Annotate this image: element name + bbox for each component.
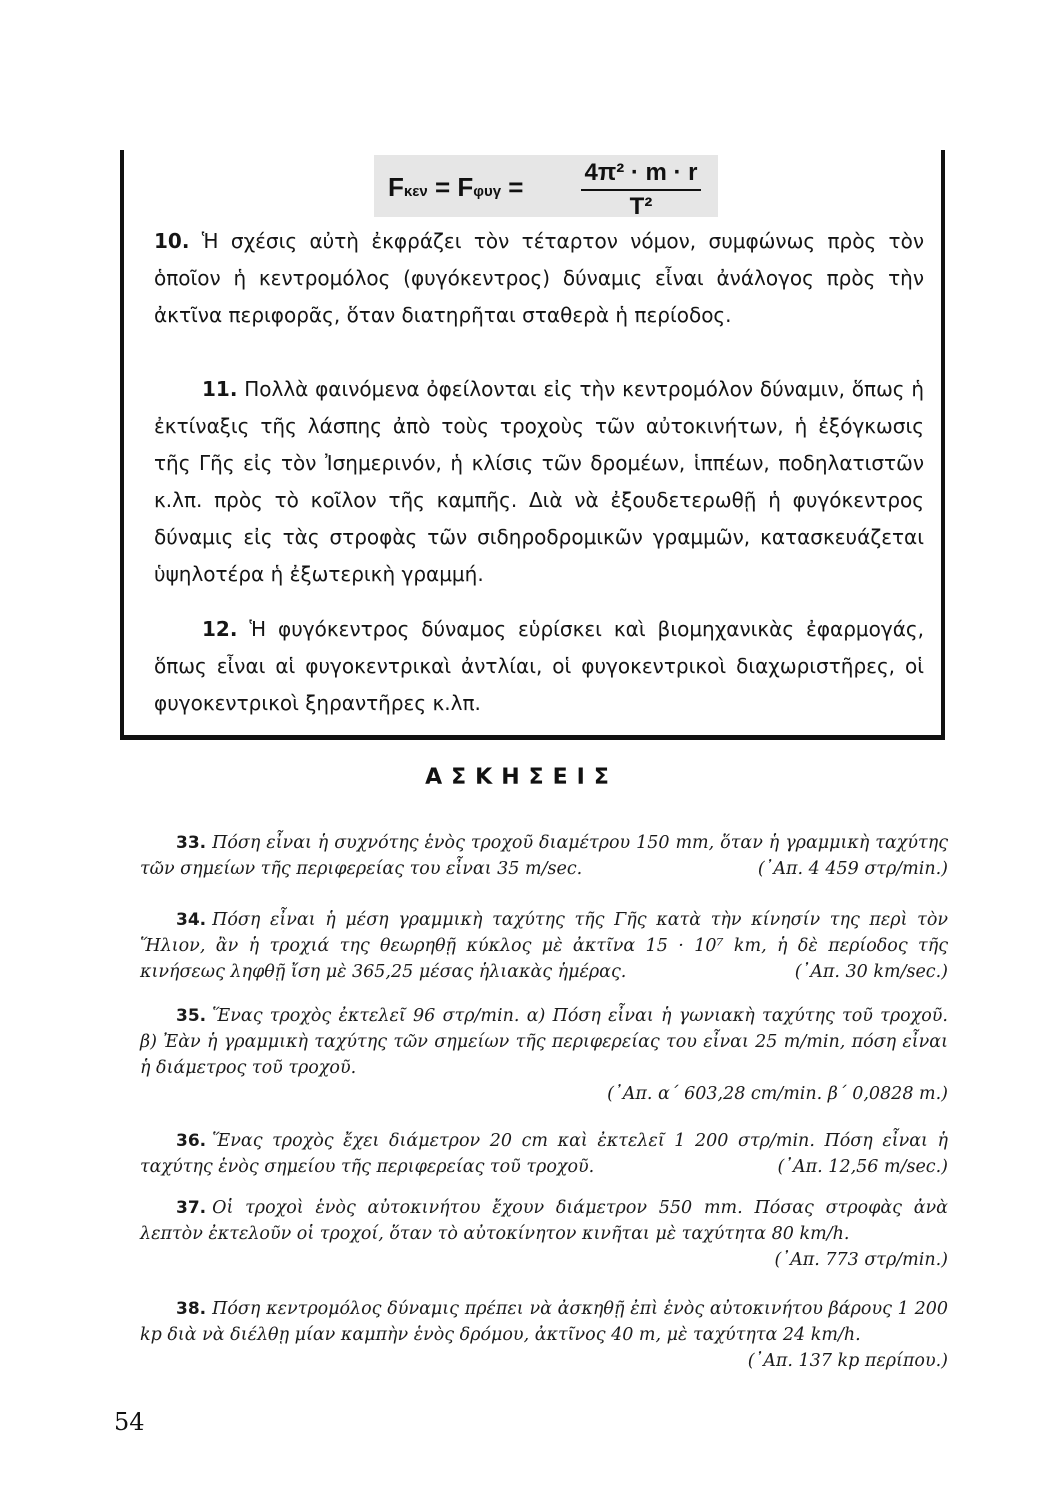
paragraph-text: Ἡ φυγόκεντρος δύναμος εὑρίσκει καὶ βιομηχανικὰς ἐφαρμογάς, ὅπως εἶναι αἱ φυγοκεντρικαὶ ἀντλίαι, οἱ φυγοκεντρικοὶ διαχωριστῆρες, οἱ φυγοκεντρικοὶ ξηραντῆρες κ.λπ. <box>154 617 924 715</box>
paragraph-number: 10. <box>154 229 190 253</box>
exercises-heading: ΑΣΚΗΣΕΙΣ <box>425 765 618 790</box>
exercise-number: 33. <box>176 833 207 853</box>
formula-lhs <box>388 172 523 203</box>
exercise-answer: (᾿Απ. 30 km/sec.) <box>794 962 948 982</box>
exercise-35 <box>140 1003 948 1107</box>
exercise-number: 34. <box>176 910 207 930</box>
exercise-number: 37. <box>176 1198 207 1218</box>
exercise-text: Πόση εἶναι ἡ μέση γραμμικὴ ταχύτης τῆς Γῆς κατὰ τὴν κίνησίν της περὶ τὸν Ἥλιον, ἂν ἡ τροχιά της θεωρηθῇ κύκλος μὲ ἀκτῖνα 15 · 10⁷ km, ἡ δὲ περίοδος τῆς κινήσεως ληφθῇ ἴση μὲ 365,25 μέσας ἡλιακὰς ἡμέρας. <box>140 910 948 982</box>
exercise-text: Ἕνας τροχὸς ἔχει διάμετρον 20 cm καὶ ἐκτελεῖ 1 200 στρ/min. Πόση εἶναι ἡ ταχύτης ἑνὸς σημείου τῆς περιφερείας τοῦ τροχοῦ. <box>140 1131 948 1177</box>
exercise-answer: (᾿Απ. 4 459 στρ/min.) <box>757 859 948 879</box>
exercise-number: 36. <box>176 1131 207 1151</box>
fraction-bar <box>581 189 701 191</box>
exercise-answer: (᾿Απ. α΄ 603,28 cm/min. β΄ 0,0828 m.) <box>607 1084 948 1104</box>
formula-eq2: = <box>501 172 524 202</box>
theory-box <box>120 150 945 740</box>
paragraph-10 <box>154 223 924 334</box>
exercise-number: 38. <box>176 1299 207 1319</box>
formula-numerator: 4π² · m · r <box>584 159 698 186</box>
page-number: 54 <box>114 1408 145 1436</box>
exercise-answer: (᾿Απ. 773 στρ/min.) <box>774 1250 948 1270</box>
exercise-text: Πόση κεντρομόλος δύναμις πρέπει νὰ ἀσκηθῇ ἐπὶ ἑνὸς αὐτοκινήτου βάρους 1 200 kp διὰ νὰ διέλθῃ μίαν καμπὴν ἑνὸς δρόμου, ἀκτῖνος 40 m, μὲ ταχύτητα 24 km/h. <box>140 1299 948 1345</box>
exercise-34 <box>140 907 948 985</box>
formula-f1: F <box>388 172 404 202</box>
formula-sub-ken: κεν <box>403 183 428 200</box>
formula-fraction <box>581 155 701 221</box>
exercise-number: 35. <box>176 1006 207 1026</box>
exercise-37 <box>140 1195 948 1273</box>
exercise-answer: (᾿Απ. 12,56 m/sec.) <box>777 1157 948 1177</box>
paragraph-11 <box>154 371 924 593</box>
exercise-text: Οἱ τροχοὶ ἑνὸς αὐτοκινήτου ἔχουν διάμετρον 550 mm. Πόσας στροφὰς ἀνὰ λεπτὸν ἐκτελοῦν οἱ τροχοί, ὅταν τὸ αὐτοκίνητον κινῆται μὲ ταχύτητα 80 km/h. <box>140 1198 948 1244</box>
exercise-36 <box>140 1128 948 1180</box>
paragraph-text: Ἡ σχέσις αὐτὴ ἐκφράζει τὸν τέταρτον νόμον, συμφώνως πρὸς τὸν ὁποῖον ἡ κεντρομόλος (φυγόκεντρος) δύναμις εἶναι ἀνάλογος πρὸς τὴν ἀκτῖνα περιφορᾶς, ὅταν διατηρῆται σταθερὰ ἡ περίοδος. <box>154 229 924 327</box>
paragraph-text: Πολλὰ φαινόμενα ὀφείλονται εἰς τὴν κεντρομόλον δύναμιν, ὅπως ἡ ἐκτίναξις τῆς λάσπης ἀπὸ τοὺς τροχοὺς τῶν αὐτοκινήτων, ἡ ἐξόγκωσις τῆς Γῆς εἰς τὸν Ἰσημερινόν, ἡ κλίσις τῶν δρομέων, ἱππέων, ποδηλατιστῶν κ.λπ. πρὸς τὸ κοῖλον τῆς καμπῆς. Διὰ νὰ ἐξουδετερωθῇ ἡ φυγόκεντρος δύναμις εἰς τὰς στροφὰς τῶν σιδηροδρομικῶν γραμμῶν, κατασκευάζεται ὑψηλοτέρα ἡ ἐξωτερικὴ γραμμή. <box>154 377 924 586</box>
exercise-answer: (᾿Απ. 137 kp περίπου.) <box>747 1351 948 1371</box>
exercise-text: Ἕνας τροχὸς ἐκτελεῖ 96 στρ/min. α) Πόση εἶναι ἡ γωνιακὴ ταχύτης τοῦ τροχοῦ. β) Ἐὰν ἡ γραμμικὴ ταχύτης τῶν σημείων τῆς περιφερείας του εἶναι 25 m/min, πόση εἶναι ἡ διάμετρος τοῦ τροχοῦ. <box>140 1006 948 1078</box>
exercise-33 <box>140 830 948 882</box>
centripetal-force-formula <box>374 155 718 220</box>
paragraph-number: 12. <box>202 617 238 641</box>
paragraph-12 <box>154 611 924 722</box>
formula-denominator: T² <box>629 193 653 220</box>
exercise-38 <box>140 1296 948 1374</box>
paragraph-number: 11. <box>202 377 238 401</box>
exercise-text: Πόση εἶναι ἡ συχνότης ἑνὸς τροχοῦ διαμέτρου 150 mm, ὅταν ἡ γραμμικὴ ταχύτης τῶν σημείων τῆς περιφερείας του εἶναι 35 m/sec. <box>140 833 948 879</box>
formula-eq1: = F <box>427 172 474 202</box>
formula-sub-fyg: φυγ <box>473 183 502 200</box>
